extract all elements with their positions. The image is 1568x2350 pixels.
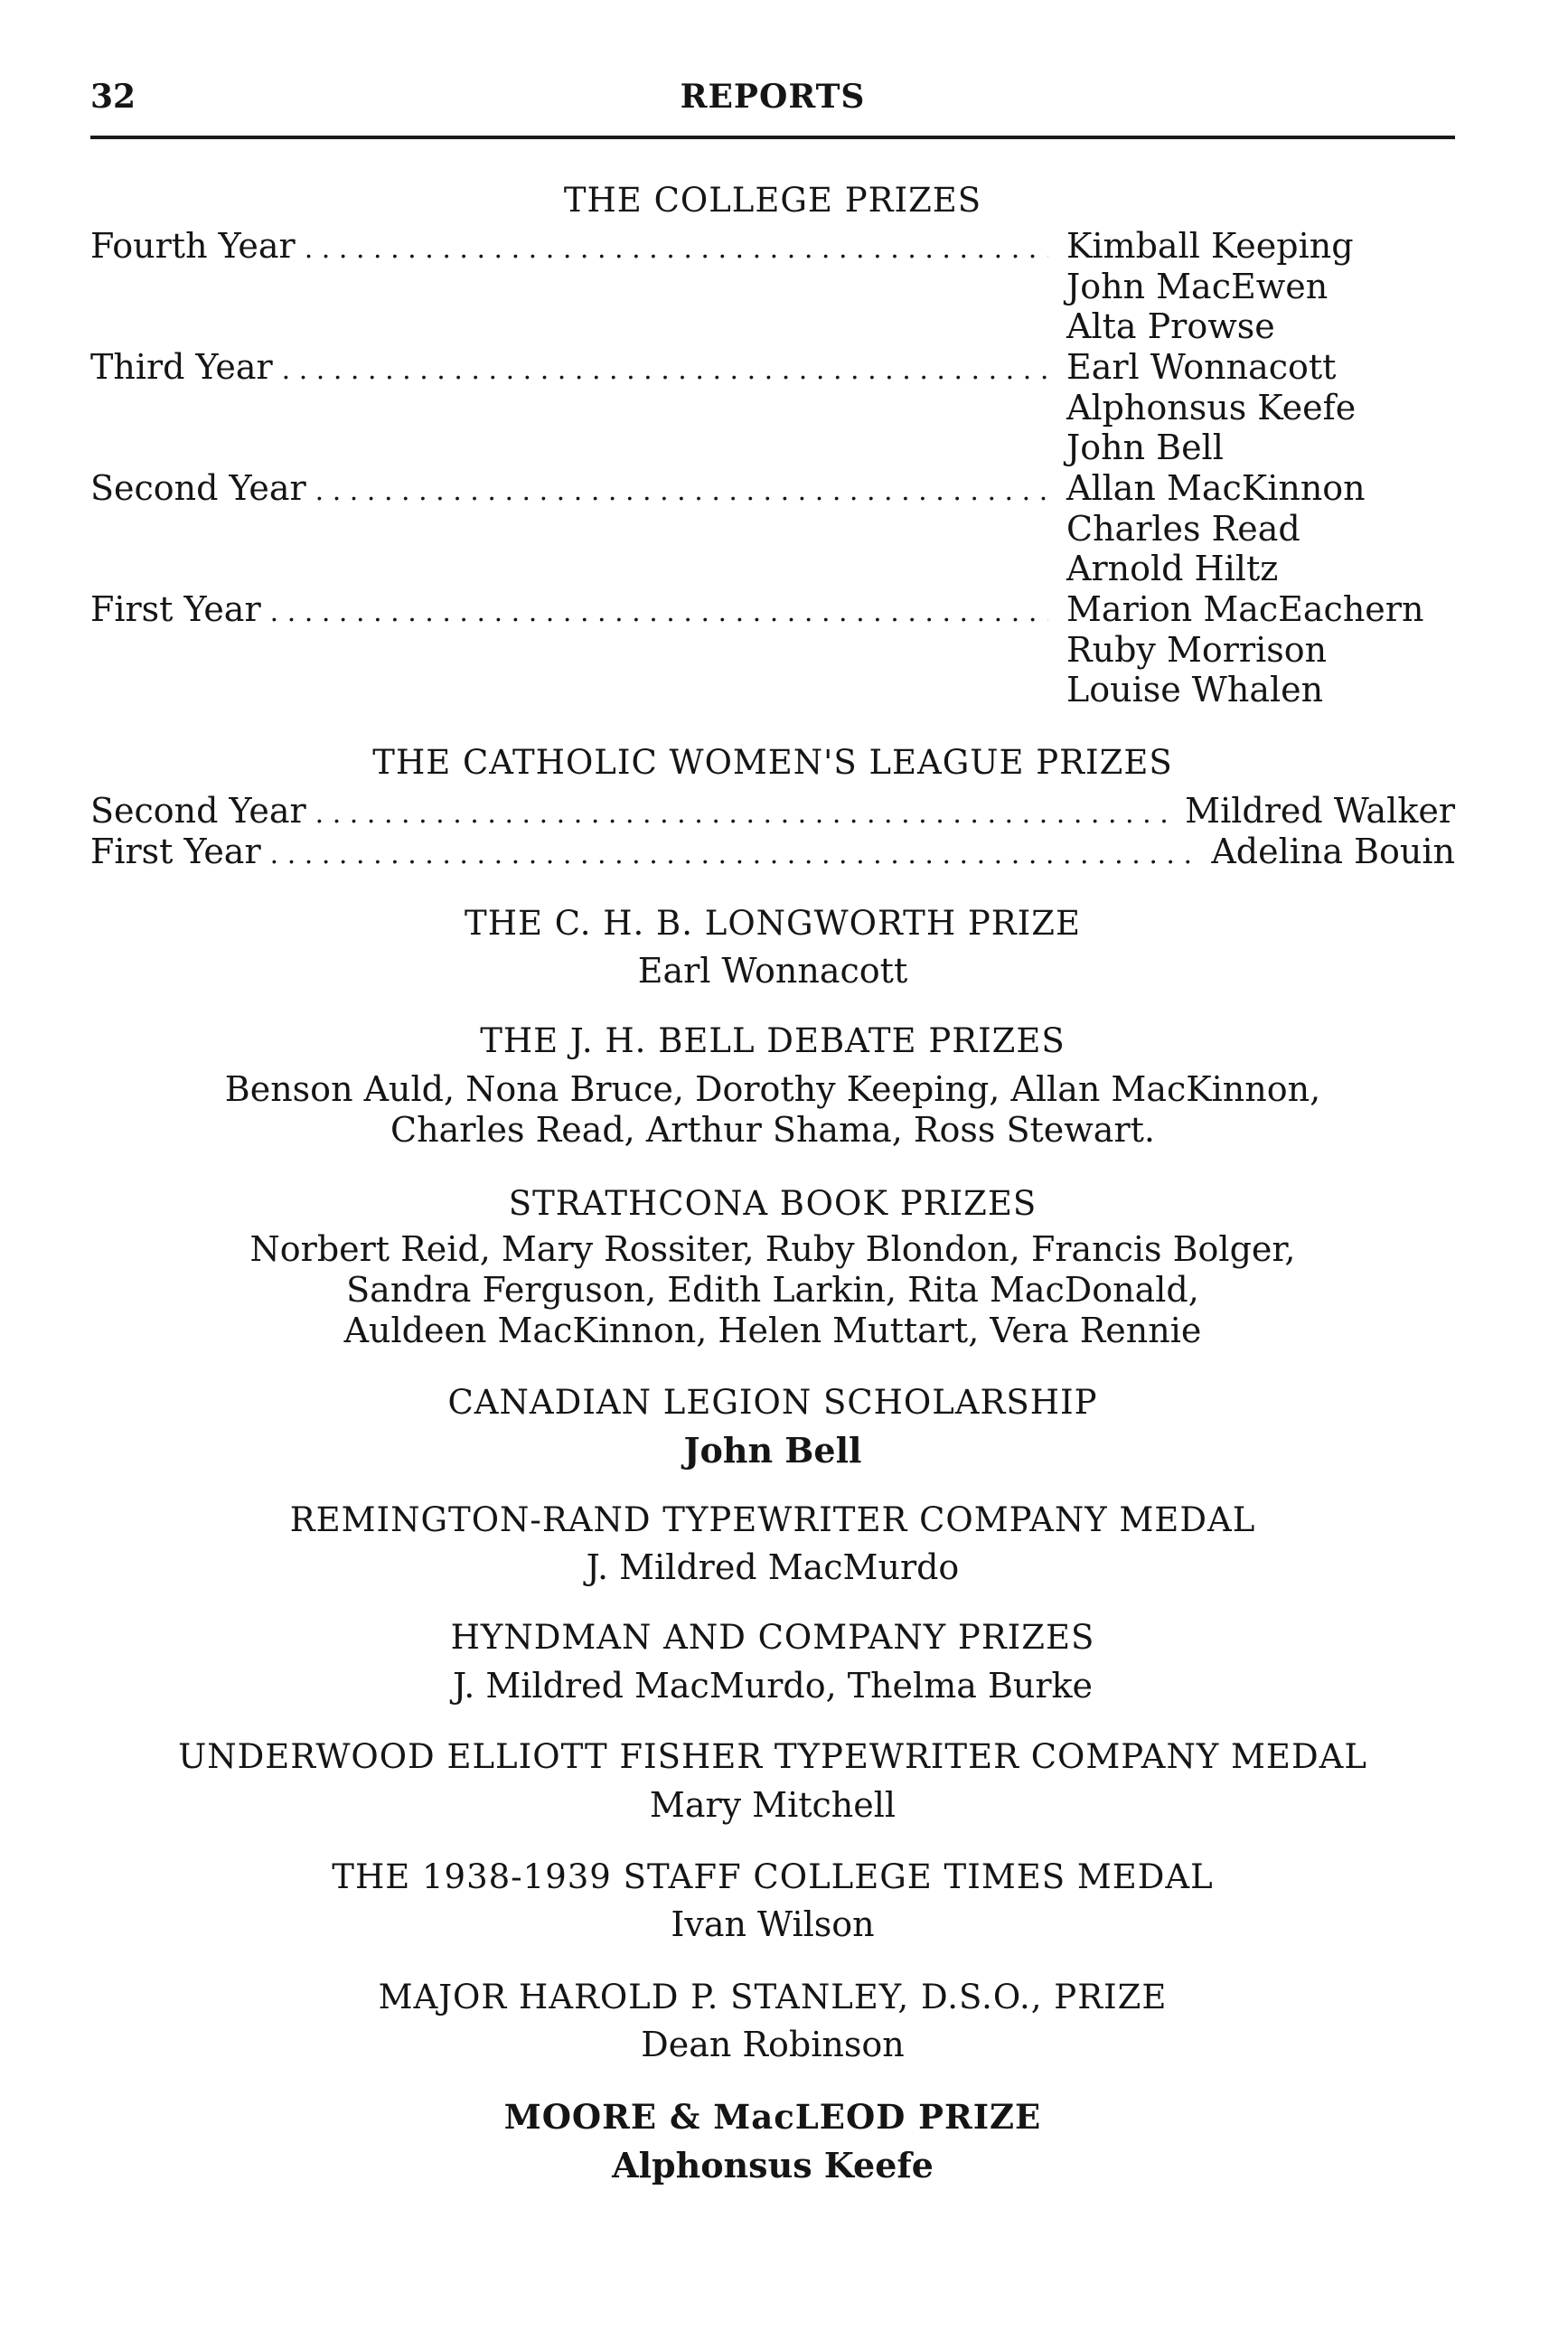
strathcona-line: Auldeen MacKinnon, Helen Muttart, Vera Rennie bbox=[343, 1311, 1202, 1350]
college-winners-third-year bbox=[1066, 347, 1356, 468]
legion-winner: John Bell bbox=[683, 1430, 862, 1471]
winner-name: John MacEwen bbox=[1066, 266, 1329, 306]
college-row-second-year bbox=[90, 468, 1057, 510]
longworth-title: THE C. H. B. LONGWORTH PRIZE bbox=[465, 904, 1081, 943]
cwl-row-first-year bbox=[90, 832, 1455, 873]
underwood-winner: Mary Mitchell bbox=[649, 1785, 897, 1825]
college-prizes-title: THE COLLEGE PRIZES bbox=[563, 181, 982, 220]
college-row-fourth-year bbox=[90, 226, 1057, 268]
dot-leader bbox=[282, 354, 1048, 386]
remington-title: REMINGTON-RAND TYPEWRITER COMPANY MEDAL bbox=[289, 1500, 1256, 1539]
winner-name: Kimball Keeping bbox=[1066, 226, 1354, 266]
winner-name: Alphonsus Keefe bbox=[1066, 387, 1357, 428]
winner-name: Allan MacKinnon bbox=[1066, 468, 1366, 508]
winner-name: Alta Prowse bbox=[1066, 306, 1275, 346]
bell-debate-title: THE J. H. BELL DEBATE PRIZES bbox=[480, 1021, 1066, 1060]
underwood-title: UNDERWOOD ELLIOTT FISHER TYPEWRITER COMPANY MEDAL bbox=[178, 1737, 1367, 1776]
winner-name: Arnold Hiltz bbox=[1066, 549, 1279, 588]
college-row-third-year bbox=[90, 347, 1057, 389]
stanley-title: MAJOR HAROLD P. STANLEY, D.S.O., PRIZE bbox=[378, 1978, 1168, 2016]
moore-title: MOORE & MacLEOD PRIZE bbox=[503, 2097, 1042, 2137]
remington-winner: J. Mildred MacMurdo bbox=[586, 1547, 960, 1587]
winner-name: Marion MacEachern bbox=[1066, 589, 1424, 629]
page-number: 32 bbox=[90, 78, 136, 116]
strathcona-title: STRATHCONA BOOK PRIZES bbox=[508, 1184, 1038, 1223]
year-label: Second Year bbox=[90, 791, 306, 831]
cwl-prizes-title: THE CATHOLIC WOMEN'S LEAGUE PRIZES bbox=[372, 743, 1173, 782]
dot-leader bbox=[270, 839, 1203, 870]
winner-name: Ruby Morrison bbox=[1066, 629, 1328, 670]
dot-leader bbox=[305, 233, 1048, 265]
college-winners-fourth-year bbox=[1066, 226, 1354, 347]
winner-name: Mildred Walker bbox=[1185, 791, 1455, 831]
strathcona-line: Sandra Ferguson, Edith Larkin, Rita MacDonald, bbox=[346, 1270, 1199, 1310]
longworth-winner: Earl Wonnacott bbox=[637, 951, 908, 991]
legion-title: CANADIAN LEGION SCHOLARSHIP bbox=[447, 1383, 1098, 1422]
year-label: First Year bbox=[90, 589, 261, 629]
page-header bbox=[90, 78, 1455, 123]
header-rule bbox=[90, 136, 1455, 139]
strathcona-line: Norbert Reid, Mary Rossiter, Ruby Blondon, Francis Bolger, bbox=[249, 1229, 1296, 1269]
bell-debate-line: Charles Read, Arthur Shama, Ross Stewart. bbox=[390, 1110, 1155, 1150]
running-head: REPORTS bbox=[680, 78, 866, 116]
moore-winner: Alphonsus Keefe bbox=[612, 2145, 934, 2186]
year-label: Third Year bbox=[90, 347, 273, 387]
staff-college-title: THE 1938-1939 STAFF COLLEGE TIMES MEDAL bbox=[332, 1857, 1214, 1896]
winner-name: Charles Read bbox=[1066, 508, 1300, 549]
year-label: Second Year bbox=[90, 468, 306, 508]
cwl-row-second-year bbox=[90, 791, 1455, 832]
winner-name: John Bell bbox=[1066, 428, 1224, 467]
winner-name: Louise Whalen bbox=[1066, 670, 1324, 710]
college-row-first-year bbox=[90, 589, 1057, 631]
college-winners-first-year bbox=[1066, 589, 1423, 710]
winner-name: Earl Wonnacott bbox=[1066, 347, 1337, 387]
dot-leader bbox=[315, 475, 1048, 507]
year-label: Fourth Year bbox=[90, 226, 296, 266]
hyndman-title: HYNDMAN AND COMPANY PRIZES bbox=[450, 1618, 1095, 1657]
college-winners-second-year bbox=[1066, 468, 1366, 589]
dot-leader bbox=[315, 798, 1177, 830]
year-label: First Year bbox=[90, 832, 261, 871]
hyndman-winner: J. Mildred MacMurdo, Thelma Burke bbox=[452, 1666, 1094, 1706]
stanley-winner: Dean Robinson bbox=[641, 2025, 905, 2064]
bell-debate-line: Benson Auld, Nona Bruce, Dorothy Keeping, Allan MacKinnon, bbox=[224, 1069, 1321, 1109]
winner-name: Adelina Bouin bbox=[1211, 832, 1455, 871]
staff-college-winner: Ivan Wilson bbox=[671, 1904, 875, 1944]
report-page bbox=[90, 0, 1455, 2350]
dot-leader bbox=[270, 597, 1048, 628]
